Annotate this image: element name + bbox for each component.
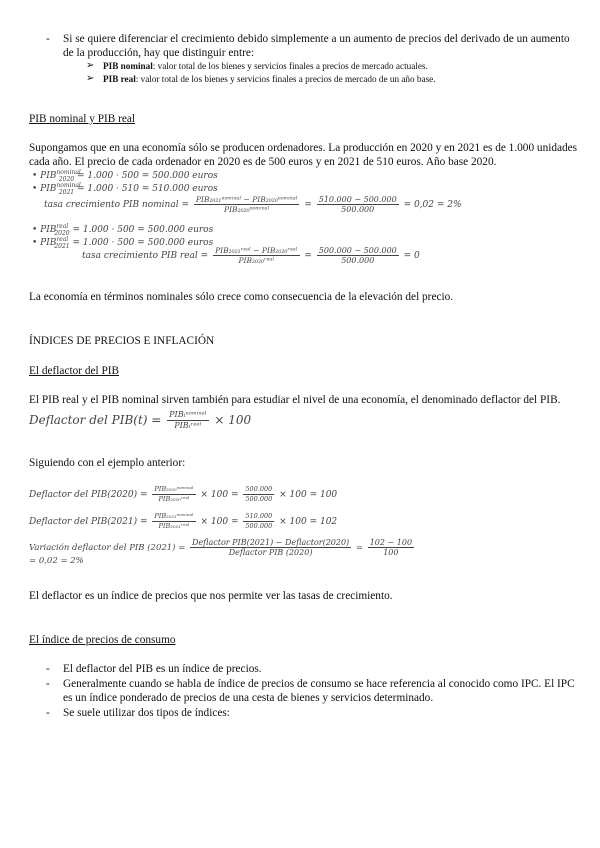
paragraph-line1: Supongamos que en una economía sólo se producen ordenadores. La producción en 2020 y en 2021 es de 1.000 unidades bbox=[29, 142, 578, 154]
equation-nominal-2020: • $PIB^{nominal}_{2020} = 1.000 \cdot 500 = 500.000$ euros bbox=[32, 169, 218, 183]
bullet-dash: - bbox=[46, 678, 50, 690]
intro-bullet-line2: de la producción, hay que distinguir entre: bbox=[63, 47, 255, 59]
equation-real-2021: • $PIB^{real}_{2021} = 1.000 \cdot 500 = 500.000$ euros bbox=[32, 236, 214, 250]
deflactor-formula: Deflactor del PIB(t) = $\frac{\text{PIBₜⁿᵒᵐⁱⁿᵃˡ}}{\text{PIBₜʳᵉᵃˡ}}$ × 100 bbox=[29, 410, 252, 430]
deflactor-note: El deflactor es un índice de precios que nos permite ver las tasas de crecimiento. bbox=[29, 590, 393, 602]
sub-bullet-real: PIB real: valor total de los bienes y servicios finales a precios de mercado de un año base. bbox=[103, 74, 436, 84]
deflactor-paragraph: El PIB real y el PIB nominal sirven también para estudiar el nivel de una economía, el denominado deflactor del PIB. bbox=[29, 394, 561, 406]
heading-deflactor: El deflactor del PIB bbox=[29, 365, 120, 377]
ipc-bullet-3: Se suele utilizar dos tipos de índices: bbox=[63, 707, 230, 719]
sub-bullet-nominal: PIB nominal: valor total de los bienes y servicios finales a precios de mercado actuales. bbox=[103, 61, 428, 71]
ipc-bullet-1: El deflactor del PIB es un índice de precios. bbox=[63, 663, 262, 675]
bullet-dash: - bbox=[46, 33, 50, 45]
ipc-bullet-2-line1: Generalmente cuando se habla de índice de precios de consumo se hace referencia al conocido como IPC. El IPC bbox=[63, 678, 575, 690]
ipc-bullet-2-line2: es un índice ponderado de precios de una cesta de bienes y servicios determinado. bbox=[63, 692, 434, 704]
deflactor-2020-equation: Deflactor del PIB(2020) = $\frac{\text{PIB₂₀₂₀ⁿᵒᵐⁱⁿᵃˡ}}{\text{PIB₂₀₂₀ʳᵉᵃˡ}}$ × 100 = $\frac{500.000}{500.000}$ × 100 = 100 bbox=[29, 485, 338, 503]
example-intro: Siguiendo con el ejemplo anterior: bbox=[29, 457, 186, 469]
equation-real-2020: • $PIB^{real}_{2020} = 1.000 \cdot 500 = 500.000$ euros bbox=[32, 223, 214, 237]
conclusion-text: La economía en términos nominales sólo crece como consecuencia de la elevación del precio. bbox=[29, 291, 454, 303]
deflactor-variation-equation: Variación deflactor del PIB (2021) = $\frac{\text{Deflactor PIB(2021) − Deflactor(2020)}}{\text{Deflactor PIB (2020)}}$ = $\frac{102 - 100}{100}$ bbox=[29, 538, 413, 557]
heading-ipc: El índice de precios de consumo bbox=[29, 634, 176, 646]
bullet-dash: - bbox=[46, 663, 50, 675]
equation-nominal-2021: • $PIB^{nominal}_{2021} = 1.000 \cdot 510 = 510.000$ euros bbox=[32, 182, 218, 196]
arrow-bullet-icon: ➢ bbox=[86, 60, 95, 71]
heading-pib-nominal-real: PIB nominal y PIB real bbox=[29, 113, 136, 125]
bullet-dash: - bbox=[46, 707, 50, 719]
paragraph-line2: cada año. El precio de cada ordenador en 2020 es de 500 euros y en 2021 de 510 euros. Año base 2020. bbox=[29, 156, 497, 168]
deflactor-2021-equation: Deflactor del PIB(2021) = $\frac{\text{PIB₂₀₂₁ⁿᵒᵐⁱⁿᵃˡ}}{\text{PIB₂₀₂₁ʳᵉᵃˡ}}$ × 100 = $\frac{510.000}{500.000}$ × 100 = 102 bbox=[29, 512, 338, 530]
intro-bullet-line1: Si se quiere diferenciar el crecimiento debido simplemente a un aumento de precios del derivado de un aumento bbox=[63, 33, 570, 45]
equation-growth-nominal: tasa crecimiento PIB nominal = $\frac{\text{PIB₂₀₂₁ⁿᵒᵐⁱⁿᵃˡ − PIB₂₀₂₀ⁿᵒᵐⁱⁿᵃˡ}}{\text{PIB₂₀₂₀ⁿᵒᵐⁱⁿᵃˡ}}$ = $\frac{510.000 - 500.000}{500.000}$ = 0,02 = 2% bbox=[44, 195, 462, 214]
equation-growth-real: tasa crecimiento PIB real = $\frac{\text{PIB₂₀₂₁ʳᵉᵃˡ − PIB₂₀₂₀ʳᵉᵃˡ}}{\text{PIB₂₀₂₀ʳᵉᵃˡ}}$ = $\frac{500.000 - 500.000}{500.000}$ = 0 bbox=[82, 246, 420, 265]
arrow-bullet-icon: ➢ bbox=[86, 73, 95, 84]
deflactor-variation-result: = 0,02 = 2% bbox=[29, 556, 84, 566]
heading-indices: ÍNDICES DE PRECIOS E INFLACIÓN bbox=[29, 335, 215, 347]
